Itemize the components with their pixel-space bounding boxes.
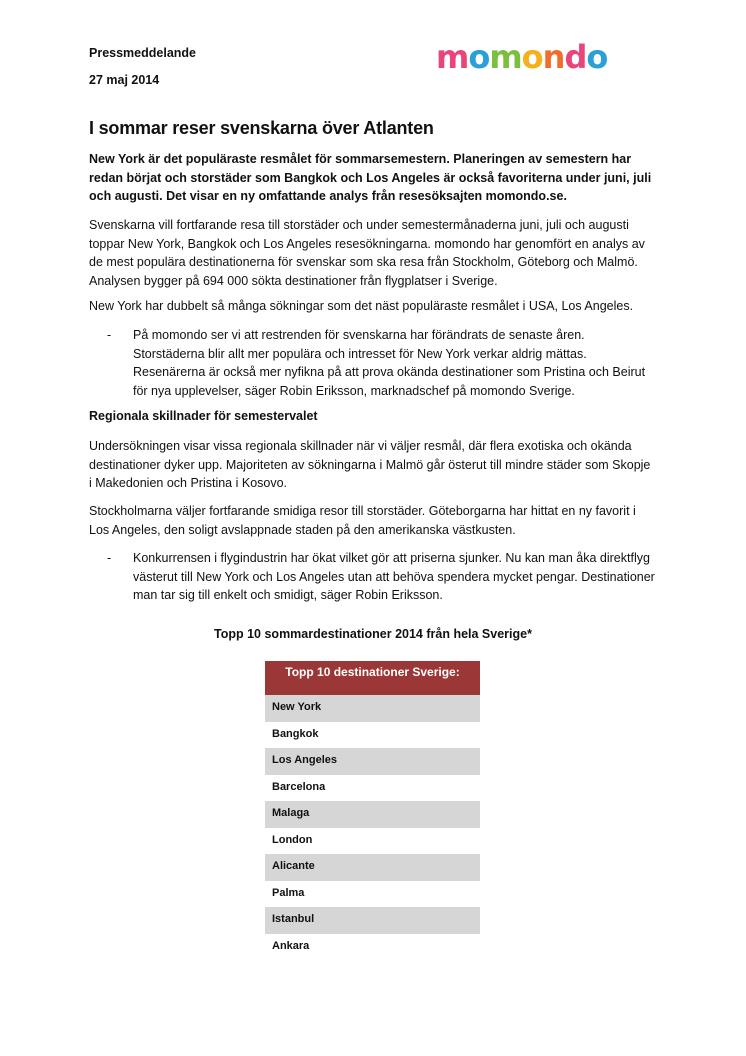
momondo-logo: [436, 38, 616, 76]
dash-marker: -: [107, 551, 112, 565]
quote-1-text: På momondo ser vi att restrenden för svenskarna har förändrats de senaste åren. Storstäderna blir allt mer populära och intresset för New York verkar aldrig mättas. Resenärerna är också mer nyfikna på att prova okända destinationer som Pristina och Beirut för nya upplevelser, säger Robin Eriksson, marknadschef på momondo Sverige.: [133, 328, 646, 398]
quote-2-text: Konkurrensen i flygindustrin har ökat vilket gör att priserna sjunker. Nu kan man åka direktflyg västerut till New York och Los Angeles utan att behöva spendera mycket pengar. Destinationer man tar sig till enkelt och smidigt, säger Robin Eriksson.: [133, 551, 655, 602]
body-paragraph-1: Svenskarna vill fortfarande resa till storstäder och under semestermånaderna juni, juli och augusti toppar New York, Bangkok och Los Angeles resesökningarna. momondo har genomfört en analys av de mest populära destinationerna för svenskar som ska resa från Stockholm, Göteborg och Malmö. Analysen bygger på 694 000 sökta destinationer från flygplatser i Sverige.: [89, 218, 645, 288]
body-paragraph-2: New York har dubbelt så många sökningar som det näst populäraste resmålet i USA, Los Angeles.: [89, 299, 634, 313]
svg-text:momondo: momondo: [436, 38, 608, 76]
table-row: Palma: [265, 881, 480, 908]
table-row: Ankara: [265, 934, 480, 961]
table-header: Topp 10 destinationer Sverige:: [265, 661, 480, 695]
table-row: Alicante: [265, 854, 480, 881]
destinations-table: [265, 661, 480, 960]
quote-1: [107, 326, 657, 400]
body-paragraph-3: Undersökningen visar vissa regionala skillnader när vi väljer resmål, där flera exotiska och okända destinationer dyker upp. Majoriteten av sökningarna i Malmö går österut till mindre städer som Skopje i Makedonien och Pristina i Kosovo.: [89, 439, 651, 490]
lead-paragraph: New York är det populäraste resmålet för sommarsemestern. Planeringen av semestern har redan börjat och storstäder som Bangkok och Los Angeles är också favoriterna under juni, juli och augusti. Det visar en ny omfattande analys från resesöksajten momondo.se.: [89, 152, 652, 203]
body-paragraph-4: Stockholmarna väljer fortfarande smidiga resor till storstäder. Göteborgarna har hittat en ny favorit i Los Angeles, den soligt avslappnade staden på den amerikanska västkusten.: [89, 504, 636, 537]
date-label: 27 maj 2014: [89, 73, 160, 87]
table-row: Malaga: [265, 801, 480, 828]
table-row: Los Angeles: [265, 748, 480, 775]
table-row: Istanbul: [265, 907, 480, 934]
table-row: London: [265, 828, 480, 855]
section-heading: Regionala skillnader för semestervalet: [89, 409, 318, 423]
doc-type-label: Pressmeddelande: [89, 46, 196, 60]
page-title: I sommar reser svenskarna över Atlanten: [89, 118, 434, 138]
table-caption: Topp 10 sommardestinationer 2014 från hela Sverige*: [214, 627, 532, 641]
quote-2: [107, 549, 657, 605]
table-row: Bangkok: [265, 722, 480, 749]
table-row: Barcelona: [265, 775, 480, 802]
dash-marker: -: [107, 328, 112, 342]
table-row: New York: [265, 695, 480, 722]
